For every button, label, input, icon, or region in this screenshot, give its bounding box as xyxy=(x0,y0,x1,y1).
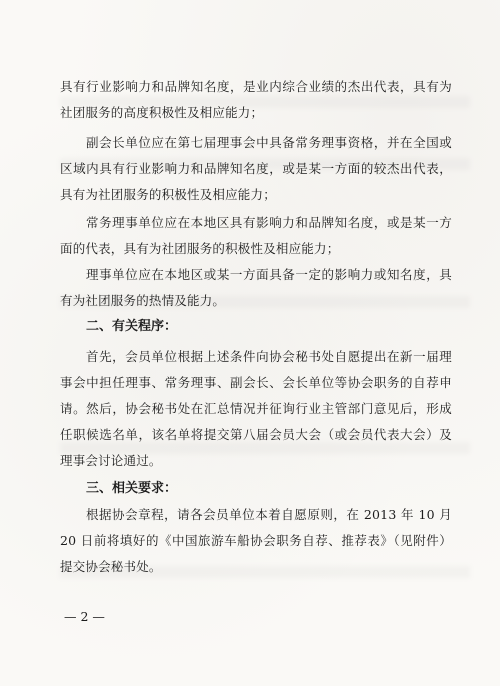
paragraph-requirements: 根据协会章程，请各会员单位本着自愿原则，在 2013 年 10 月 20 日前将填好的《中国旅游车船协会职务自荐、推荐表》（见附件）提交协会秘书处。 xyxy=(60,507,452,574)
paragraph-vice-president-criteria: 副会长单位应在第七届理事会中具备常务理事资格，并在全国或区域内具有行业影响力和品牌知名度，或是某一方面的较杰出代表，具有为社团服务的积极性及相应能力； xyxy=(60,135,452,202)
paragraph-procedure: 首先，会员单位根据上述条件向协会秘书处自愿提出在新一届理事会中担任理事、常务理事、副会长、会长单位等协会职务的自荐申请。然后，协会秘书处在汇总情况并征询行业主管部门意见后，形成任职候选名单，该名单将提交第八届会员大会（或会员代表大会）及理事会讨论通过。 xyxy=(60,349,452,468)
paragraph-director-criteria: 理事单位应在本地区或某一方面具备一定的影响力或知名度，具有为社团服务的热情及能力。 xyxy=(60,267,452,308)
section-heading-requirements: 三、相关要求： xyxy=(86,481,178,496)
page-number: — 2 — xyxy=(64,609,105,624)
section-heading-procedure: 二、有关程序： xyxy=(86,319,178,334)
paragraph-standing-director-criteria: 常务理事单位应在本地区具有影响力和品牌知名度，或是某一方面的代表，具有为社团服务的积极性及相应能力； xyxy=(60,215,452,256)
paragraph-president-criteria-continued: 具有行业影响力和品牌知名度，是业内综合业绩的杰出代表，具有为社团服务的高度积极性及相应能力； xyxy=(60,79,452,120)
